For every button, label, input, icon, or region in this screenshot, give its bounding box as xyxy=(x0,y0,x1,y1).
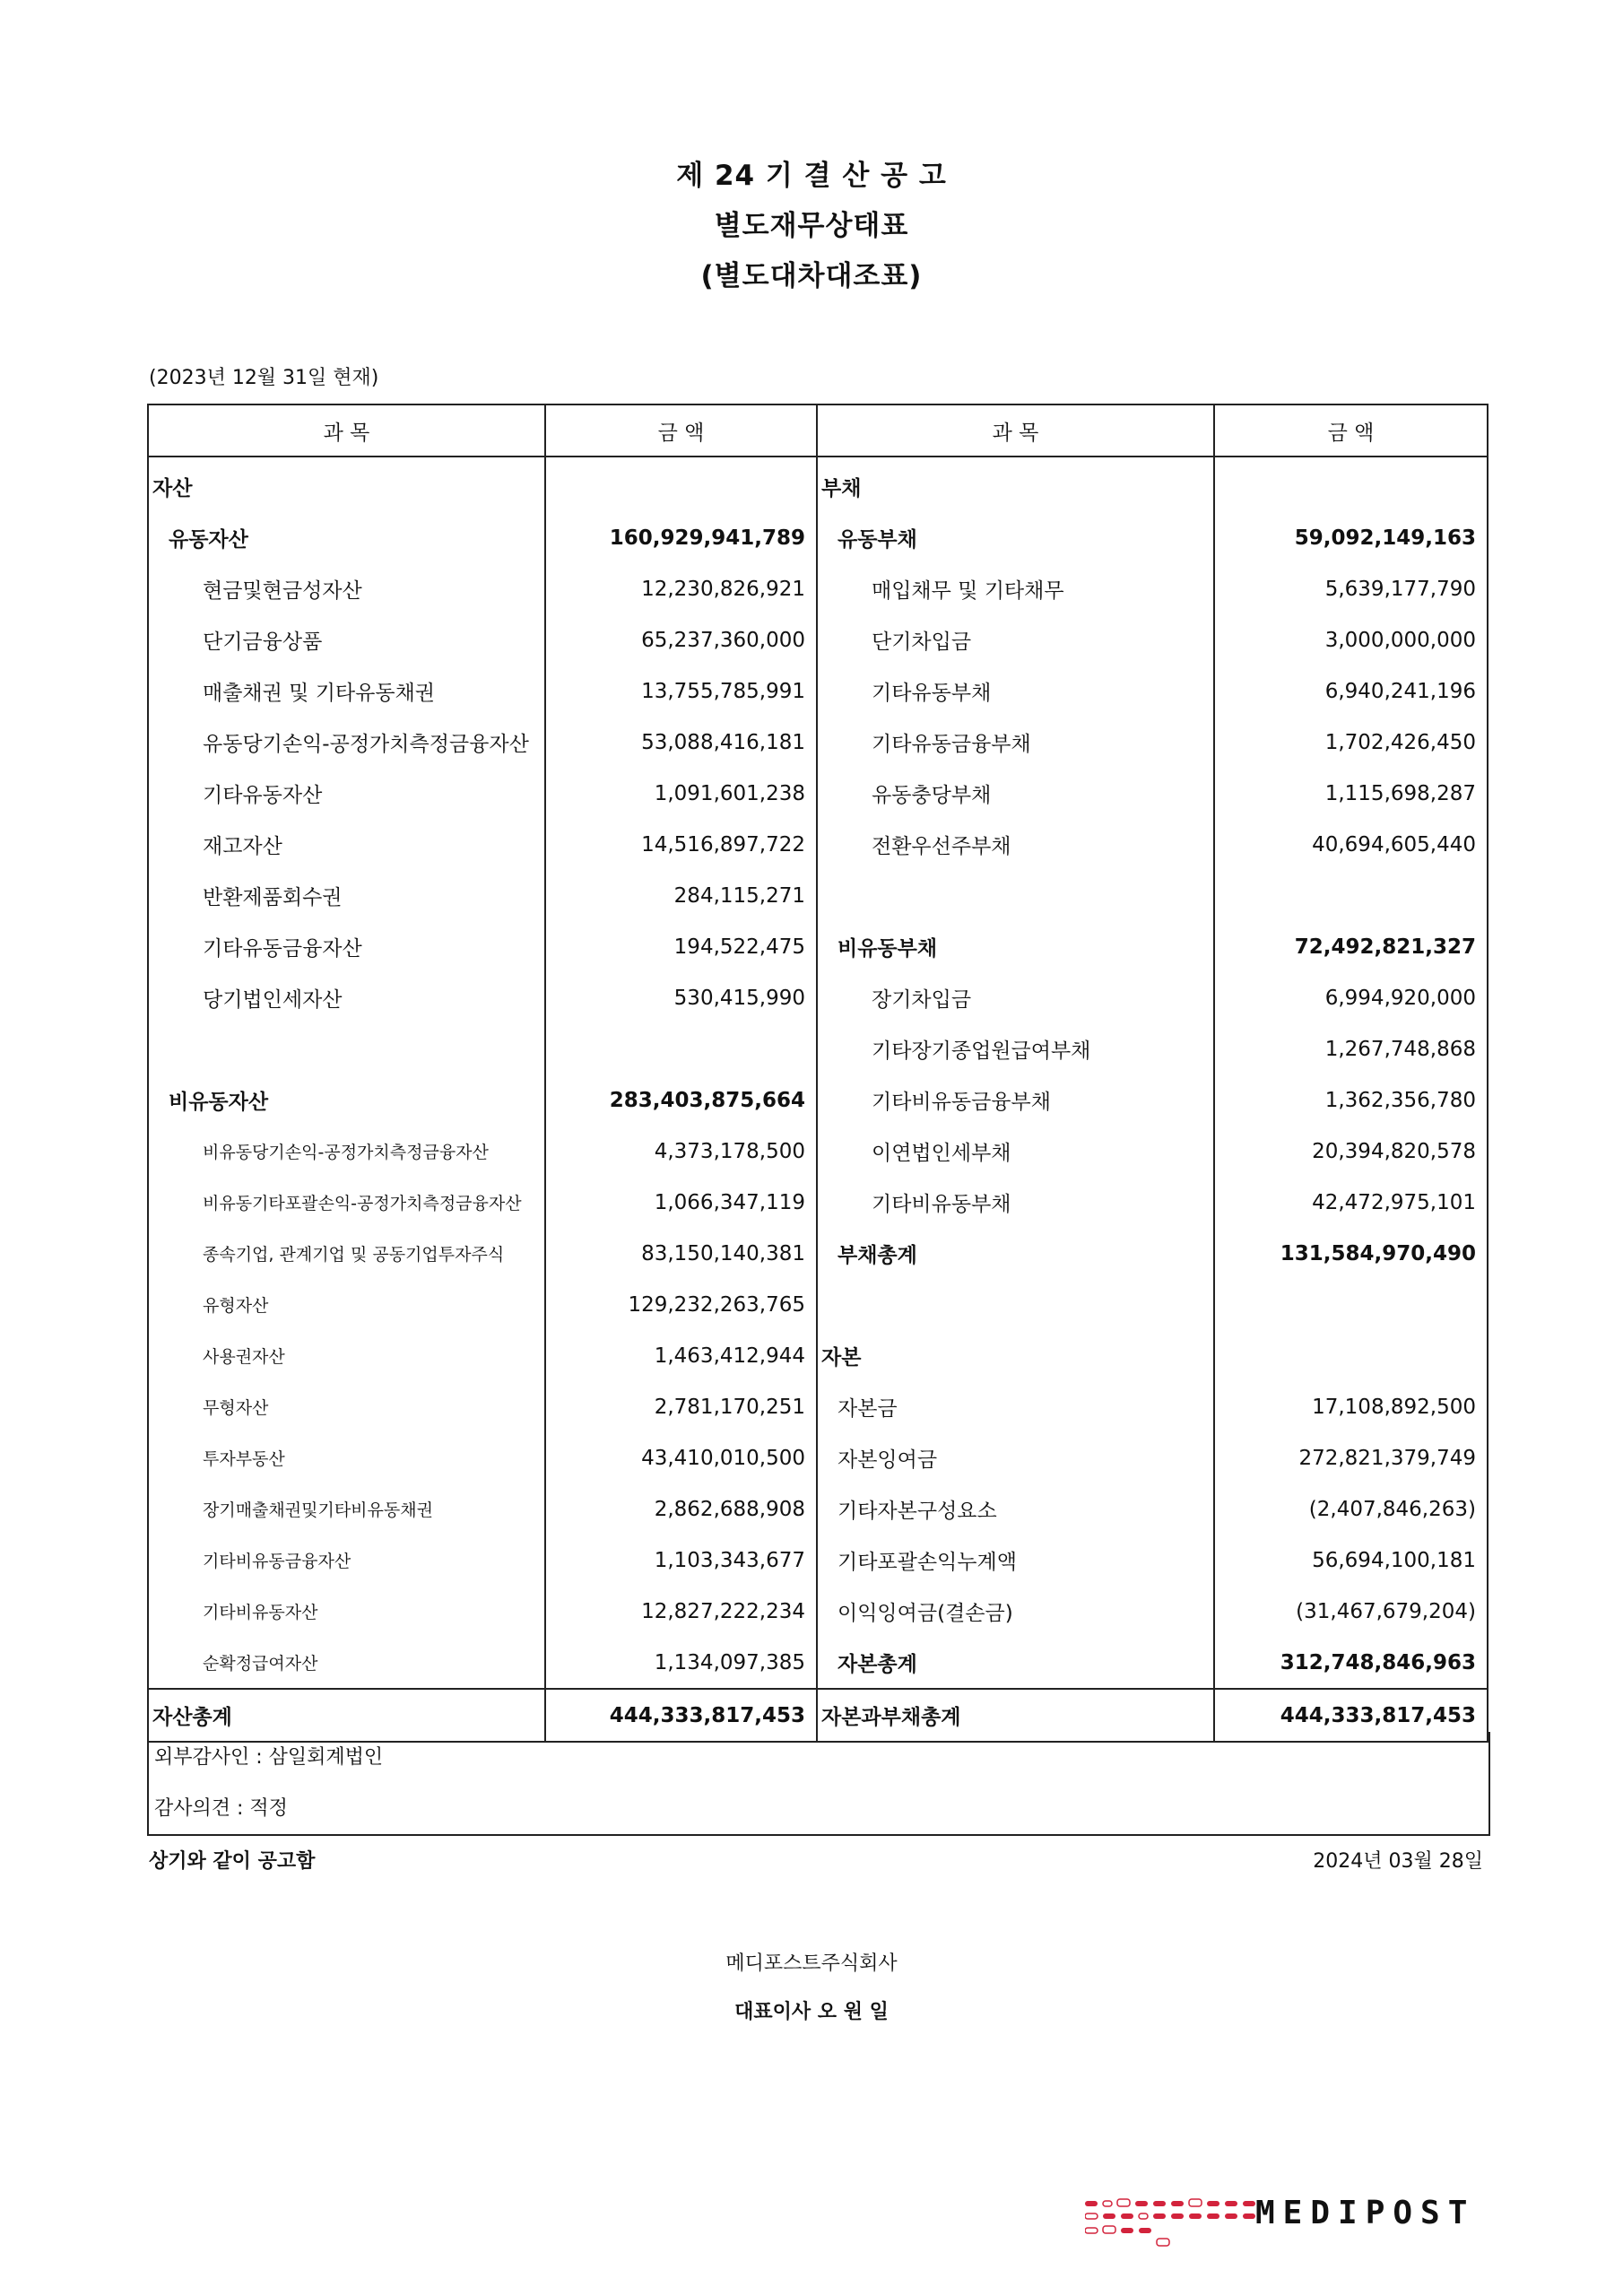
asset-amount xyxy=(545,457,817,512)
liability-equity-account-label: 단기차입금 xyxy=(817,614,1214,665)
asset-account-label: 유형자산 xyxy=(148,1279,545,1330)
asset-amount: 14,516,897,722 xyxy=(545,819,817,870)
total-liab-equity-label: 자본과부채총계 xyxy=(817,1689,1214,1742)
liability-equity-amount: 312,748,846,963 xyxy=(1214,1637,1488,1689)
liability-equity-account-label: 자본금 xyxy=(817,1381,1214,1432)
liability-equity-account-label: 매입채무 및 기타채무 xyxy=(817,563,1214,614)
table-row xyxy=(148,1023,1488,1074)
asset-account-label: 기타유동금융자산 xyxy=(148,921,545,972)
table-row xyxy=(148,1177,1488,1228)
asset-account-label: 유동자산 xyxy=(148,512,545,563)
liability-equity-account-label: 전환우선주부채 xyxy=(817,819,1214,870)
asset-account-label: 장기매출채권및기타비유동채권 xyxy=(148,1483,545,1535)
asset-account-label: 비유동당기손익-공정가치측정금융자산 xyxy=(148,1126,545,1177)
liability-equity-amount: 59,092,149,163 xyxy=(1214,512,1488,563)
liability-equity-amount: 6,940,241,196 xyxy=(1214,665,1488,717)
liability-equity-amount xyxy=(1214,457,1488,512)
table-row xyxy=(148,768,1488,819)
liability-equity-amount xyxy=(1214,870,1488,921)
asset-account-label: 투자부동산 xyxy=(148,1432,545,1483)
table-row xyxy=(148,563,1488,614)
liability-equity-amount: 1,702,426,450 xyxy=(1214,717,1488,768)
asset-amount: 530,415,990 xyxy=(545,972,817,1023)
table-row xyxy=(148,819,1488,870)
liability-equity-amount xyxy=(1214,1330,1488,1381)
asset-account-label: 당기법인세자산 xyxy=(148,972,545,1023)
table-row xyxy=(148,1483,1488,1535)
asset-amount: 65,237,360,000 xyxy=(545,614,817,665)
closing-statement: 상기와 같이 공고함 xyxy=(149,1850,316,1873)
balance-sheet-table xyxy=(147,404,1488,1743)
asset-amount: 1,103,343,677 xyxy=(545,1535,817,1586)
audit-info-box xyxy=(147,1732,1490,1836)
header-account-right: 과 목 xyxy=(817,404,1214,457)
asset-amount: 1,091,601,238 xyxy=(545,768,817,819)
liability-equity-amount: 5,639,177,790 xyxy=(1214,563,1488,614)
asset-account-label: 자산 xyxy=(148,457,545,512)
liability-equity-amount: 40,694,605,440 xyxy=(1214,819,1488,870)
logo-wordmark: MEDIPOST xyxy=(1255,2195,1476,2231)
liability-equity-amount xyxy=(1214,1279,1488,1330)
asset-amount: 13,755,785,991 xyxy=(545,665,817,717)
liability-equity-account-label: 기타장기종업원급여부채 xyxy=(817,1023,1214,1074)
liability-equity-amount: 56,694,100,181 xyxy=(1214,1535,1488,1586)
notice-title: 제 24 기 결 산 공 고 xyxy=(676,160,947,192)
asset-account-label xyxy=(148,1023,545,1074)
asset-account-label: 유동당기손익-공정가치측정금융자산 xyxy=(148,717,545,768)
asset-amount: 129,232,263,765 xyxy=(545,1279,817,1330)
liability-equity-account-label: 비유동부채 xyxy=(817,921,1214,972)
asset-account-label: 재고자산 xyxy=(148,819,545,870)
table-row xyxy=(148,665,1488,717)
asset-account-label: 기타비유동자산 xyxy=(148,1586,545,1637)
statement-subtitle: (별도대차대조표) xyxy=(700,260,923,292)
notice-date: 2024년 03월 28일 xyxy=(1313,1850,1483,1873)
header-account-left: 과 목 xyxy=(148,404,545,457)
header-amount-left: 금 액 xyxy=(545,404,817,457)
liability-equity-account-label xyxy=(817,1279,1214,1330)
table-row xyxy=(148,717,1488,768)
asset-account-label: 기타유동자산 xyxy=(148,768,545,819)
asset-amount: 2,781,170,251 xyxy=(545,1381,817,1432)
asset-account-label: 기타비유동금융자산 xyxy=(148,1535,545,1586)
liability-equity-account-label: 유동충당부채 xyxy=(817,768,1214,819)
liability-equity-amount: (31,467,679,204) xyxy=(1214,1586,1488,1637)
statement-title: 별도재무상태표 xyxy=(714,210,909,242)
liability-equity-account-label: 기타유동금융부채 xyxy=(817,717,1214,768)
liability-equity-account-label: 유동부채 xyxy=(817,512,1214,563)
table-row xyxy=(148,614,1488,665)
asset-amount: 2,862,688,908 xyxy=(545,1483,817,1535)
liability-equity-amount: 1,362,356,780 xyxy=(1214,1074,1488,1126)
asset-amount: 12,827,222,234 xyxy=(545,1586,817,1637)
liability-equity-amount: 6,994,920,000 xyxy=(1214,972,1488,1023)
header-amount-right: 금 액 xyxy=(1214,404,1488,457)
liability-equity-account-label: 기타포괄손익누계액 xyxy=(817,1535,1214,1586)
asset-account-label: 사용권자산 xyxy=(148,1330,545,1381)
liability-equity-amount: 42,472,975,101 xyxy=(1214,1177,1488,1228)
liability-equity-account-label: 기타비유동금융부채 xyxy=(817,1074,1214,1126)
table-header-row xyxy=(148,404,1488,457)
table-row xyxy=(148,1074,1488,1126)
liability-equity-amount: 3,000,000,000 xyxy=(1214,614,1488,665)
asset-amount: 194,522,475 xyxy=(545,921,817,972)
liability-equity-account-label: 자본총계 xyxy=(817,1637,1214,1689)
asset-amount xyxy=(545,1023,817,1074)
table-row xyxy=(148,1586,1488,1637)
table-row xyxy=(148,870,1488,921)
asset-account-label: 현금및현금성자산 xyxy=(148,563,545,614)
liability-equity-amount: 1,267,748,868 xyxy=(1214,1023,1488,1074)
liability-equity-amount: 20,394,820,578 xyxy=(1214,1126,1488,1177)
liability-equity-account-label xyxy=(817,870,1214,921)
asset-account-label: 단기금융상품 xyxy=(148,614,545,665)
liability-equity-account-label: 이연법인세부채 xyxy=(817,1126,1214,1177)
liability-equity-amount: 131,584,970,490 xyxy=(1214,1228,1488,1279)
table-row xyxy=(148,1535,1488,1586)
liability-equity-amount: (2,407,846,263) xyxy=(1214,1483,1488,1535)
liability-equity-amount: 272,821,379,749 xyxy=(1214,1432,1488,1483)
liability-equity-amount: 72,492,821,327 xyxy=(1214,921,1488,972)
asset-account-label: 순확정급여자산 xyxy=(148,1637,545,1689)
opinion-line: 감사의견 : 적정 xyxy=(154,1797,288,1820)
asset-amount: 53,088,416,181 xyxy=(545,717,817,768)
table-row xyxy=(148,457,1488,512)
liability-equity-account-label: 자본 xyxy=(817,1330,1214,1381)
liability-equity-amount: 1,115,698,287 xyxy=(1214,768,1488,819)
ceo-name: 대표이사 오 원 일 xyxy=(734,2001,889,2023)
as-of-date: (2023년 12월 31일 현재) xyxy=(149,367,379,389)
liability-equity-account-label: 기타유동부채 xyxy=(817,665,1214,717)
asset-account-label: 매출채권 및 기타유동채권 xyxy=(148,665,545,717)
total-assets-label: 자산총계 xyxy=(148,1689,545,1742)
asset-amount: 43,410,010,500 xyxy=(545,1432,817,1483)
asset-account-label: 반환제품회수권 xyxy=(148,870,545,921)
liability-equity-account-label: 장기차입금 xyxy=(817,972,1214,1023)
table-row xyxy=(148,972,1488,1023)
total-liab-equity-amount: 444,333,817,453 xyxy=(1214,1689,1488,1742)
asset-amount: 283,403,875,664 xyxy=(545,1074,817,1126)
asset-account-label: 무형자산 xyxy=(148,1381,545,1432)
table-row xyxy=(148,1381,1488,1432)
asset-amount: 83,150,140,381 xyxy=(545,1228,817,1279)
asset-amount: 12,230,826,921 xyxy=(545,563,817,614)
table-row xyxy=(148,1228,1488,1279)
table-row xyxy=(148,1330,1488,1381)
liability-equity-amount: 17,108,892,500 xyxy=(1214,1381,1488,1432)
table-row xyxy=(148,1432,1488,1483)
asset-amount: 284,115,271 xyxy=(545,870,817,921)
liability-equity-account-label: 기타비유동부채 xyxy=(817,1177,1214,1228)
liability-equity-account-label: 이익잉여금(결손금) xyxy=(817,1586,1214,1637)
asset-account-label: 비유동기타포괄손익-공정가치측정금융자산 xyxy=(148,1177,545,1228)
auditor-line: 외부감사인 : 삼일회계법인 xyxy=(154,1746,384,1769)
table-row xyxy=(148,1637,1488,1689)
liability-equity-account-label: 부채 xyxy=(817,457,1214,512)
table-row xyxy=(148,1126,1488,1177)
liability-equity-account-label: 부채총계 xyxy=(817,1228,1214,1279)
asset-account-label: 종속기업, 관계기업 및 공동기업투자주식 xyxy=(148,1228,545,1279)
asset-account-label: 비유동자산 xyxy=(148,1074,545,1126)
asset-amount: 1,134,097,385 xyxy=(545,1637,817,1689)
asset-amount: 1,066,347,119 xyxy=(545,1177,817,1228)
liability-equity-account-label: 기타자본구성요소 xyxy=(817,1483,1214,1535)
asset-amount: 160,929,941,789 xyxy=(545,512,817,563)
company-name: 메디포스트주식회사 xyxy=(725,1952,898,1975)
liability-equity-account-label: 자본잉여금 xyxy=(817,1432,1214,1483)
table-row xyxy=(148,921,1488,972)
asset-amount: 1,463,412,944 xyxy=(545,1330,817,1381)
asset-amount: 4,373,178,500 xyxy=(545,1126,817,1177)
total-assets-amount: 444,333,817,453 xyxy=(545,1689,817,1742)
title-block xyxy=(0,151,1623,301)
table-row xyxy=(148,512,1488,563)
table-row xyxy=(148,1279,1488,1330)
